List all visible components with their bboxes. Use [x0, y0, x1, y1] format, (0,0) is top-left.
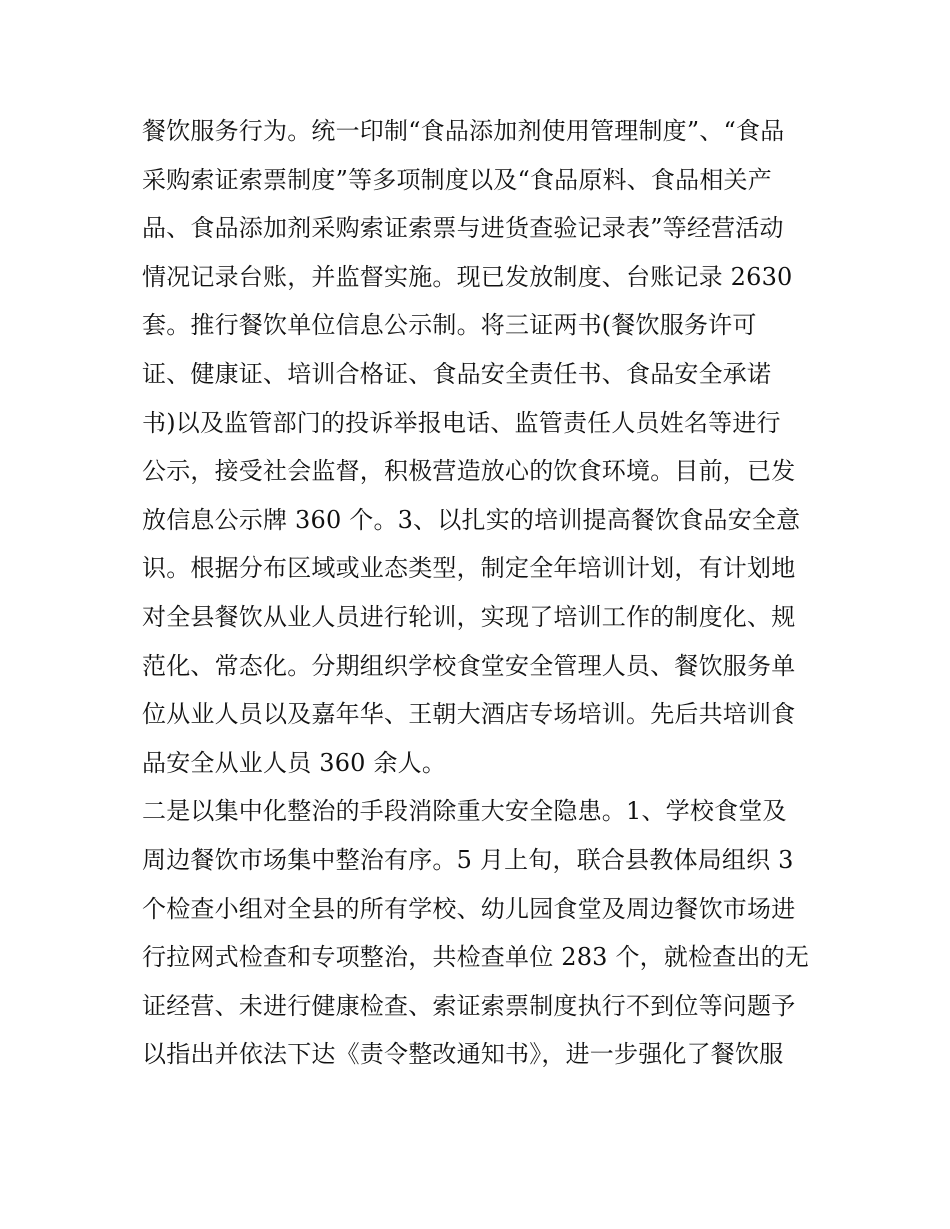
- text-line: 餐饮服务行为。统一印制“食品添加剂使用管理制度”、“食品: [142, 117, 785, 145]
- text-line: 品安全从业人员 360 余人。: [142, 748, 447, 777]
- text-line: 采购索证索票制度”等多项制度以及“食品原料、食品相关产: [142, 165, 772, 194]
- text-line: 套。推行餐饮单位信息公示制。将三证两书(餐饮服务许可: [142, 311, 757, 340]
- text-line: 位从业人员以及嘉年华、王朝大酒店专场培训。先后共培训食: [142, 700, 796, 729]
- text-line: 书)以及监管部门的投诉举报电话、监管责任人员姓名等进行: [142, 408, 781, 437]
- text-line: 证、健康证、培训合格证、食品安全责任书、食品安全承诺: [142, 359, 772, 388]
- text-line: 周边餐饮市场集中整治有序。5 月上旬，联合县教体局组织 3: [142, 845, 794, 874]
- text-line: 二是以集中化整治的手段消除重大安全隐患。1、学校食堂及: [142, 797, 787, 826]
- text-line: 以指出并依法下达《责令整改通知书》，进一步强化了餐饮服: [142, 1040, 784, 1069]
- text-line: 公示，接受社会监督，积极营造放心的饮食环境。目前，已发: [142, 457, 796, 486]
- text-line: 证经营、未进行健康检查、索证索票制度执行不到位等问题予: [142, 991, 796, 1020]
- text-line: 情况记录台账，并监督实施。现已发放制度、台账记录 2630: [142, 262, 793, 291]
- text-line: 范化、常态化。分期组织学校食堂安全管理人员、餐饮服务单: [142, 651, 796, 680]
- text-line: 对全县餐饮从业人员进行轮训，实现了培训工作的制度化、规: [142, 602, 796, 631]
- text-line: 行拉网式检查和专项整治，共检查单位 283 个，就检查出的无: [142, 943, 810, 972]
- text-line: 品、食品添加剂采购索证索票与进货查验记录表”等经营活动: [142, 214, 784, 243]
- text-line: 识。根据分布区域或业态类型，制定全年培训计划，有计划地: [142, 554, 796, 583]
- text-line: 放信息公示牌 360 个。3、以扎实的培训提高餐饮食品安全意: [142, 505, 801, 534]
- body-text: [142, 107, 832, 1079]
- text-line: 个检查小组对全县的所有学校、幼儿园食堂及周边餐饮市场进: [142, 894, 796, 923]
